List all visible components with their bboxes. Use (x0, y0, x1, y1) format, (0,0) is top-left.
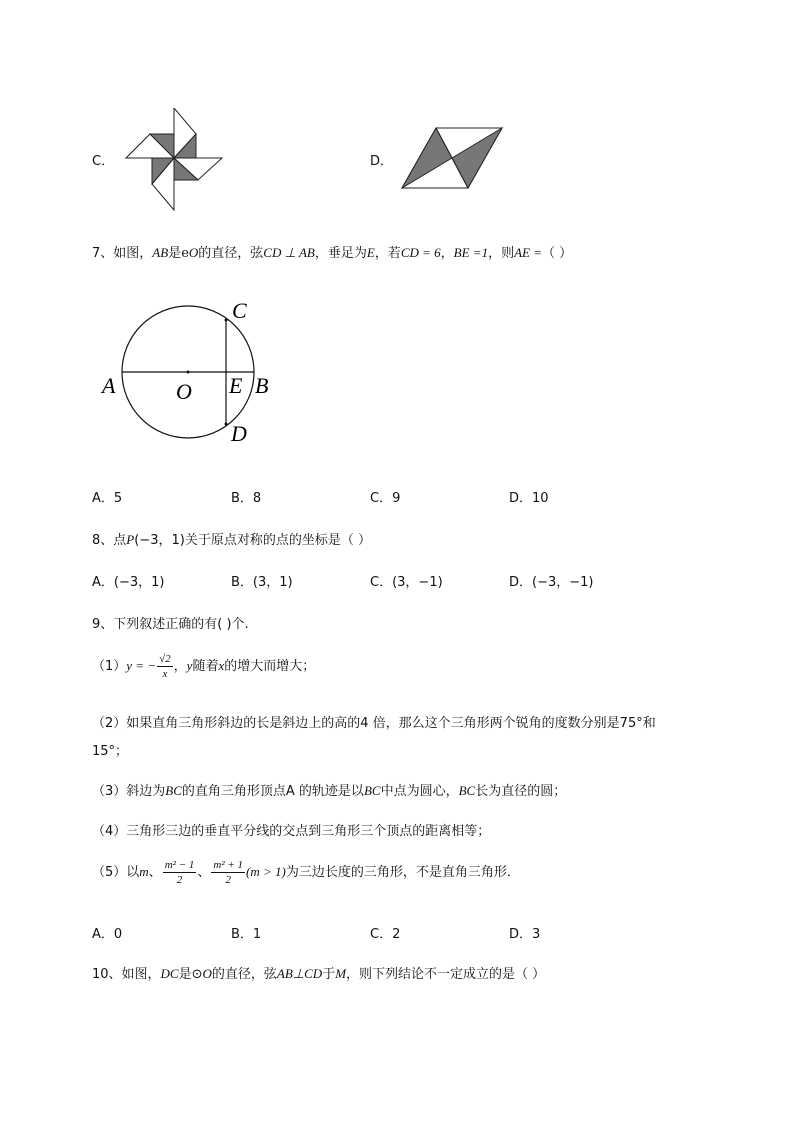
q9-s3-bc: BC (165, 783, 182, 798)
q10-text4: ，则下列结论不一定成立的是（ ） (346, 967, 546, 982)
q7-stem (92, 242, 572, 261)
q9-s5-prefix: （5）以 (92, 865, 140, 880)
q6-option-d-label: D． (370, 154, 394, 169)
q7-prefix: 7、如图， (92, 246, 153, 261)
q7-cd-perp-ab: CD ⊥ AB (263, 245, 315, 260)
q7-ab: AB (152, 245, 169, 260)
q10-prefix: 10、如图， (92, 967, 161, 982)
q9-s3-bc2: BC (363, 783, 381, 798)
q9-s1-comma: ， (173, 659, 187, 674)
q9-s3-prefix: （3）斜边为 (92, 784, 166, 799)
q7-text3: ，垂足为 (314, 246, 367, 261)
q7-be-1: BE =1 (453, 245, 489, 260)
q10-text1: 是⊙ (178, 967, 203, 982)
q8-stem (92, 529, 371, 548)
q9-s1-num: √2 (159, 653, 171, 665)
label-b: B (255, 373, 269, 398)
q9-s5-f2-den: 2 (225, 874, 231, 886)
q9-s3-mid: 的直角三角形顶点A 的轨迹是以 (181, 784, 364, 799)
q9-s1-prefix: （1） (92, 659, 127, 674)
q6-option-c-label: C． (92, 154, 115, 169)
q8-prefix: 8、点 (92, 533, 127, 548)
q9-s5-m: m (139, 864, 149, 879)
q9-s5-end: 为三边长度的三角形，不是直角三角形． (285, 865, 520, 880)
q9-s5-sep: 、 (148, 865, 162, 880)
q10-dc: DC (160, 966, 179, 981)
q9-option-b: B．1 (231, 927, 262, 942)
q9-statement-2-line1: （2）如果直角三角形斜边的长是斜边上的高的4 倍，那么这个三角形两个锐角的度数分别是75°和 (92, 716, 656, 731)
q10-stem (92, 963, 545, 982)
q7-option-c: C．9 (370, 491, 401, 506)
q10-m: M (335, 966, 347, 981)
q9-statement-3 (92, 780, 566, 799)
q9-s5-fraction-1 (163, 858, 197, 887)
q9-s1-den: x (162, 668, 168, 680)
q8-option-a: A．(−3，1) (92, 575, 165, 590)
q7-circle-symbol: e (181, 246, 189, 261)
q9-option-c: C．2 (370, 927, 401, 942)
q8-option-d: D．(−3，−1) (509, 575, 594, 590)
q9-s1-y: y = − (126, 658, 157, 673)
q9-s5-condition: (m > 1) (246, 864, 286, 879)
q10-ab-perp-cd: AB⊥CD (276, 966, 323, 981)
q8-coords: (−3，1)关于原点对称的点的坐标是（ ） (134, 533, 371, 548)
q10-o: O (202, 966, 212, 981)
q9-s1-y2: y (186, 658, 193, 673)
q7-paren: （ ） (542, 246, 573, 261)
q7-text2: 的直径，弦 (198, 246, 264, 261)
q8-p: P (126, 532, 135, 547)
q7-cd-6: CD = 6 (400, 245, 441, 260)
q9-s1-fraction (157, 652, 173, 681)
q7-e: E (366, 245, 375, 260)
q7-comma: ， (440, 246, 454, 261)
label-d: D (231, 421, 247, 446)
q9-s5-f1-num: m² − 1 (164, 859, 195, 871)
q9-stem: 9、下列叙述正确的有( )个. (92, 617, 249, 632)
pinwheel-figure (122, 108, 224, 212)
label-a: A (102, 373, 116, 398)
q9-statement-5 (92, 858, 520, 887)
q9-s1-text-c: 的增大而增大； (224, 659, 316, 674)
q10-text3: 于 (322, 967, 336, 982)
q9-s5-sep2: 、 (197, 865, 211, 880)
q9-statement-4: （4）三角形三边的垂直平分线的交点到三角形三个顶点的距离相等； (92, 824, 491, 839)
q9-s1-text-b: 随着 (192, 659, 219, 674)
label-o: O (176, 379, 192, 404)
q9-s3-end: 长为直径的圆； (475, 784, 567, 799)
q7-text4: ，若 (374, 246, 401, 261)
q9-s5-fraction-2 (211, 858, 245, 887)
q9-option-a: A．0 (92, 927, 123, 942)
q9-s5-f2-num: m² + 1 (213, 859, 244, 871)
q7-text1: 是 (168, 246, 182, 261)
q9-option-d: D．3 (509, 927, 541, 942)
q8-option-c: C．(3，−1) (370, 575, 443, 590)
q7-o: O (188, 245, 199, 260)
parallelogram-figure (400, 126, 506, 190)
q7-ae: AE = (514, 245, 542, 260)
q9-s3-mid2: 中点为圆心， (380, 784, 459, 799)
label-c: C (232, 298, 247, 323)
label-e: E (229, 373, 243, 398)
q9-s5-f1-den: 2 (176, 874, 183, 886)
q8-option-b: B．(3，1) (231, 575, 293, 590)
circle-chord-figure (98, 296, 288, 446)
q10-text2: 的直径，弦 (211, 967, 277, 982)
q7-text5: ，则 (488, 246, 515, 261)
q9-s1-x: x (218, 658, 225, 673)
q7-option-b: B．8 (231, 491, 262, 506)
q9-statement-1 (92, 652, 315, 681)
q9-statement-2-line2: 15°； (92, 744, 129, 759)
q7-option-a: A．5 (92, 491, 123, 506)
q7-option-d: D．10 (509, 491, 549, 506)
q9-s3-bc3: BC (458, 783, 476, 798)
